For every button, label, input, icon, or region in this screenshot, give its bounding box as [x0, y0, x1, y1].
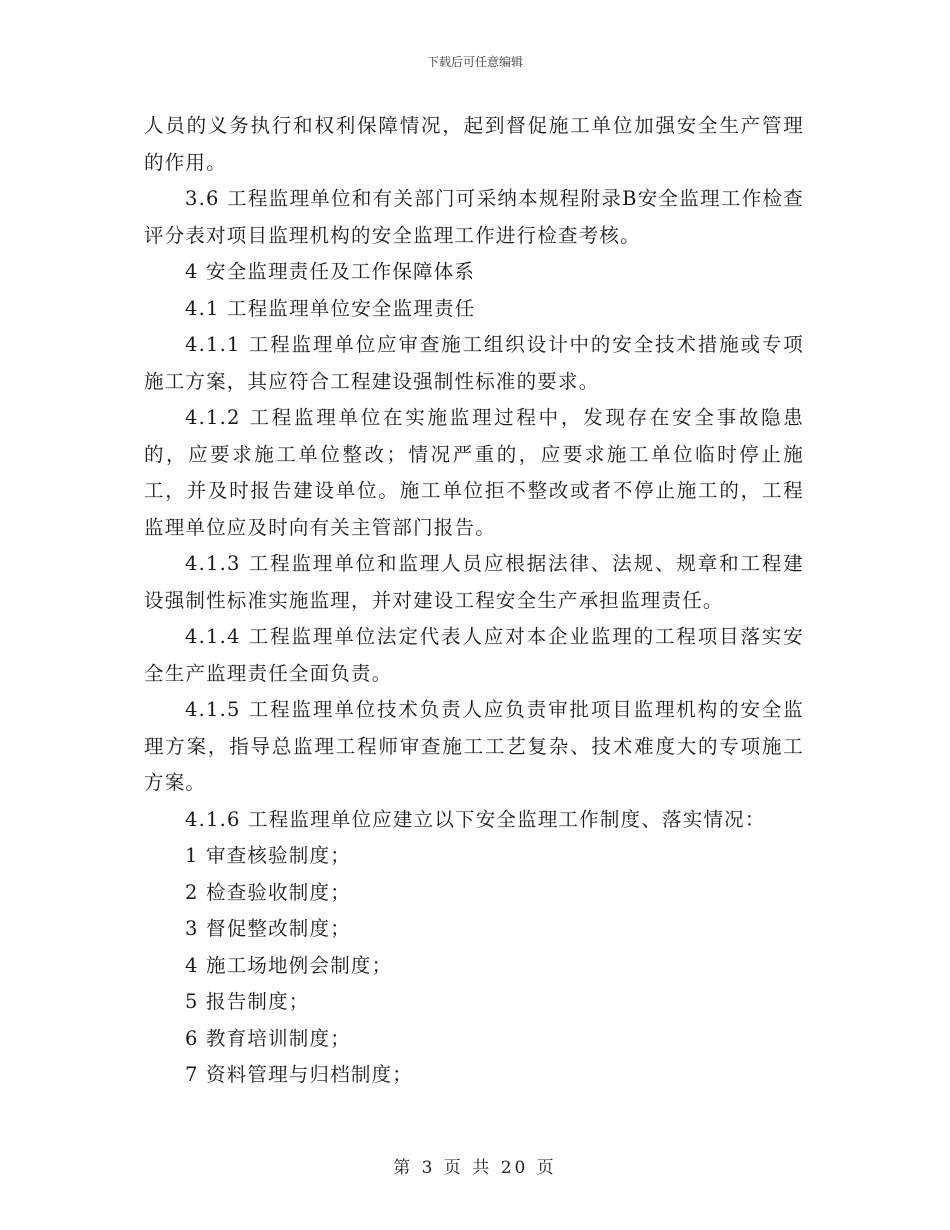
section-heading: 4 安全监理责任及工作保障体系	[185, 260, 476, 283]
paragraph: 4.1.1 工程监理单位应审查施工组织设计中的安全技术措施或专项施工方案，其应符合工程建设强制性标准的要求。	[144, 333, 804, 393]
list-item: 6 教育培训制度；	[185, 1026, 351, 1050]
list-item: 2 检查验收制度；	[185, 880, 351, 904]
paragraph: 人员的义务执行和权利保障情况，起到督促施工单位加强安全生产管理的作用。	[144, 114, 804, 174]
list-item: 7 资料管理与归档制度；	[185, 1063, 414, 1086]
paragraph: 3.6 工程监理单位和有关部门可采纳本规程附录B安全监理工作检查评分表对项目监理机构的安全监理工作进行检查考核。	[144, 187, 804, 247]
paragraph: 4.1.5 工程监理单位技术负责人应负责审批项目监理机构的安全监理方案，指导总监理工程师审查施工工艺复杂、技术难度大的专项施工方案。	[144, 698, 804, 794]
paragraph: 4.1.2 工程监理单位在实施监理过程中，发现存在安全事故隐患的，应要求施工单位整改；情况严重的，应要求施工单位临时停止施工，并及时报告建设单位。施工单位拒不整改或者不停止施工的，工程监理单位应及时向有关主管部门报告。	[144, 406, 804, 539]
list-item: 3 督促整改制度；	[185, 917, 351, 940]
paragraph: 4.1.6 工程监理单位应建立以下安全监理工作制度、落实情况：	[185, 807, 766, 831]
subsection-heading: 4.1 工程监理单位安全监理责任	[185, 296, 476, 320]
paragraph: 4.1.3 工程监理单位和监理人员应根据法律、法规、规章和工程建设强制性标准实施监理，并对建设工程安全生产承担监理责任。	[144, 552, 804, 612]
list-item: 5 报告制度；	[185, 990, 310, 1013]
page-number-footer: 第 3 页 共 20 页	[393, 1158, 557, 1178]
list-item: 4 施工场地例会制度；	[185, 953, 393, 977]
page-header-note: 下载后可任意编辑	[426, 55, 523, 69]
list-item: 1 审查核验制度；	[185, 844, 351, 867]
paragraph: 4.1.4 工程监理单位法定代表人应对本企业监理的工程项目落实安全生产监理责任全面负责。	[144, 625, 804, 685]
document-body	[144, 108, 804, 1094]
